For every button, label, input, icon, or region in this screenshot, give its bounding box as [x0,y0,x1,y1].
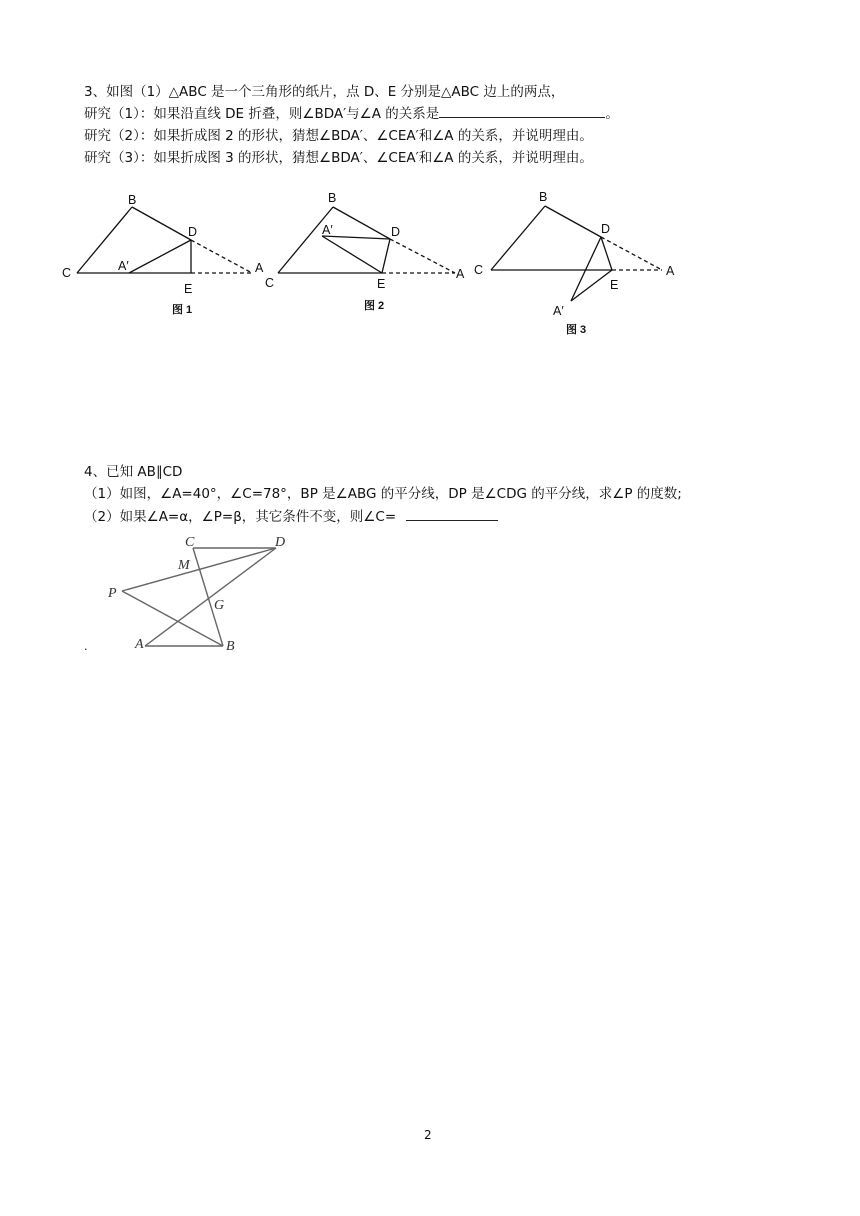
q4-title: 4、已知 AB∥CD [84,464,183,480]
fig2-label-e: E [377,277,386,291]
fig2-label-a1: A′ [322,223,333,237]
page-number: 2 [424,1128,432,1142]
q3-research-1-end: 。 [605,106,619,122]
fig2-label-d: D [391,225,401,239]
q4-label-m: M [178,558,190,573]
fig1-label-a1: A′ [118,259,129,273]
q4-label-c: C [185,535,195,550]
q4-label-p: P [108,586,117,601]
fig1-label-d: D [188,225,198,239]
fig3-label-d: D [601,222,611,236]
q3-research-2: 研究（2）：如果折成图 2 的形状，猜想∠BDA′、∠CEA′和∠A 的关系，并说明理由。 [84,128,593,144]
fig1-label-b: B [128,193,137,207]
fig1-label-c: C [62,266,72,280]
fig3-label-e: E [610,278,619,292]
fig2-label-b: B [328,191,337,205]
q4-label-b: B [226,639,235,654]
fig1-label-e: E [184,282,193,296]
fig3-label-c: C [474,263,484,277]
q4-dot: . [84,639,88,653]
fig3-label-b: B [539,190,548,204]
fig2-label-a: A [456,267,465,281]
q4-label-g: G [214,598,225,613]
fig3-label-a: A [666,264,675,278]
fig3-label-a1: A′ [553,304,564,318]
fig1-label-a: A [255,261,264,275]
fig3-caption: 图 3 [566,324,587,336]
q3-research-1-text: 研究（1）：如果沿直线 DE 折叠，则∠BDA′与∠A 的关系是 [84,106,440,122]
fig1-caption: 图 1 [172,304,193,316]
q4-label-d: D [275,535,286,550]
q3-research-3: 研究（3）：如果折成图 3 的形状，猜想∠BDA′、∠CEA′和∠A 的关系，并说明理由。 [84,150,593,166]
fig2-label-c: C [265,276,275,290]
q3-intro: 3、如图（1）△ABC 是一个三角形的纸片，点 D、E 分别是△ABC 边上的两点， [84,84,565,100]
q4-part-2-text: （2）如果∠A=α，∠P=β，其它条件不变，则∠C= [84,509,397,525]
fig2-caption: 图 2 [364,300,385,312]
q4-label-a: A [135,637,144,652]
q4-part-1: （1）如图，∠A=40°，∠C=78°，BP 是∠ABG 的平分线，DP 是∠CDG 的平分线，求∠P 的度数; [84,486,682,502]
